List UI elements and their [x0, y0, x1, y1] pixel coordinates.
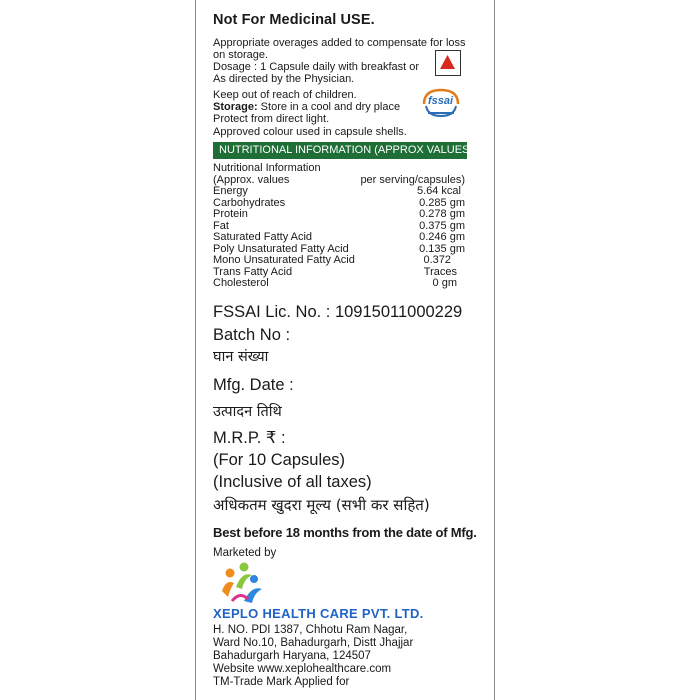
storage-label: Storage:	[213, 101, 258, 113]
nutrient-name: Carbohydrates	[213, 196, 286, 209]
fssai-logo-icon	[416, 86, 466, 120]
dosage-line-2: As directed by the Physician.	[213, 73, 355, 85]
nutrient-value: 0.372	[423, 254, 451, 266]
nutrient-value: 0.246 gm	[419, 231, 465, 243]
nutrient-value: 0.285 gm	[419, 196, 465, 209]
capsule-colour-note: Approved colour used in capsule shells.	[213, 126, 407, 138]
nutrient-value: 5.64 kcal	[416, 185, 461, 197]
nutrition-header-row-1	[213, 163, 465, 175]
address-line-3: Bahadurgarh Haryana, 124507	[213, 650, 371, 662]
mrp-pack-size: (For 10 Capsules)	[213, 451, 346, 469]
mrp-tax-note: (Inclusive of all taxes)	[213, 473, 372, 491]
protect-light-note: Protect from direct light.	[213, 113, 330, 125]
nutrition-row	[213, 186, 465, 198]
overages-note-line-2: on storage.	[213, 49, 269, 61]
storage-text: Store in a cool and dry place	[257, 101, 401, 113]
mrp-hindi: अधिकतम खुदरा मूल्य (सभी कर सहित)	[213, 496, 430, 514]
children-warning: Keep out of reach of children.	[213, 89, 357, 101]
nutrient-name: Protein	[213, 208, 248, 220]
nutrient-name: Fat	[213, 219, 229, 232]
people-figures-logo-icon	[218, 561, 268, 607]
batch-number-hindi: घान संख्या	[213, 349, 269, 365]
overages-note-line-1: Appropriate overages added to compensate for loss	[213, 37, 466, 49]
nutrition-row	[213, 209, 465, 221]
nutrition-row	[213, 255, 465, 267]
fssai-logo-text: fssai	[428, 95, 454, 107]
nutrient-value: 0.375 gm	[419, 219, 465, 232]
nutrient-name: Trans Fatty Acid	[213, 265, 293, 278]
mrp-label: M.R.P. ₹ :	[213, 429, 286, 447]
nutrition-header-label-2: (Approx. values	[213, 173, 290, 186]
trademark-note: TM-Trade Mark Applied for	[213, 676, 350, 688]
nutrition-header-label-1: Nutritional Information	[213, 162, 321, 174]
nutrient-name: Poly Unsaturated Fatty Acid	[213, 242, 349, 255]
address-line-2: Ward No.10, Bahadurgarh, Distt Jhajjar	[213, 637, 414, 649]
nutrition-title-bar: NUTRITIONAL INFORMATION (APPROX VALUES)	[213, 142, 467, 159]
nutrient-name: Cholesterol	[213, 277, 269, 289]
mfg-date-label: Mfg. Date :	[213, 376, 294, 394]
red-triangle-icon	[435, 50, 461, 76]
nutrient-value: Traces	[423, 265, 457, 278]
fssai-license-number: FSSAI Lic. No. : 10915011000229	[213, 303, 463, 321]
nutrition-table	[213, 163, 465, 290]
mfg-date-hindi: उत्पादन तिथि	[213, 404, 282, 420]
nutrition-row	[213, 278, 465, 290]
nutrient-name: Saturated Fatty Acid	[213, 231, 313, 243]
marketed-by-label: Marketed by	[213, 547, 277, 559]
storage-line	[213, 101, 400, 113]
not-medicinal-title: Not For Medicinal USE.	[213, 12, 375, 28]
nutrition-row	[213, 232, 465, 244]
dosage-line-1: Dosage : 1 Capsule daily with breakfast or	[213, 61, 420, 73]
nutrition-header-value: per serving/capsules)	[360, 173, 465, 186]
address-line-1: H. NO. PDI 1387, Chhotu Ram Nagar,	[213, 624, 408, 636]
nutrient-name: Energy	[213, 185, 248, 197]
nutrient-value: 0.135 gm	[419, 242, 465, 255]
nutrient-value: 0 gm	[432, 277, 457, 289]
batch-number-label: Batch No :	[213, 326, 291, 344]
nutrient-name: Mono Unsaturated Fatty Acid	[213, 254, 355, 266]
website-line: Website www.xeplohealthcare.com	[213, 663, 392, 675]
product-label-panel	[195, 0, 495, 700]
company-name: XEPLO HEALTH CARE PVT. LTD.	[213, 606, 424, 621]
best-before-note: Best before 18 months from the date of Mfg.	[213, 525, 477, 540]
nutrient-value: 0.278 gm	[419, 208, 465, 220]
